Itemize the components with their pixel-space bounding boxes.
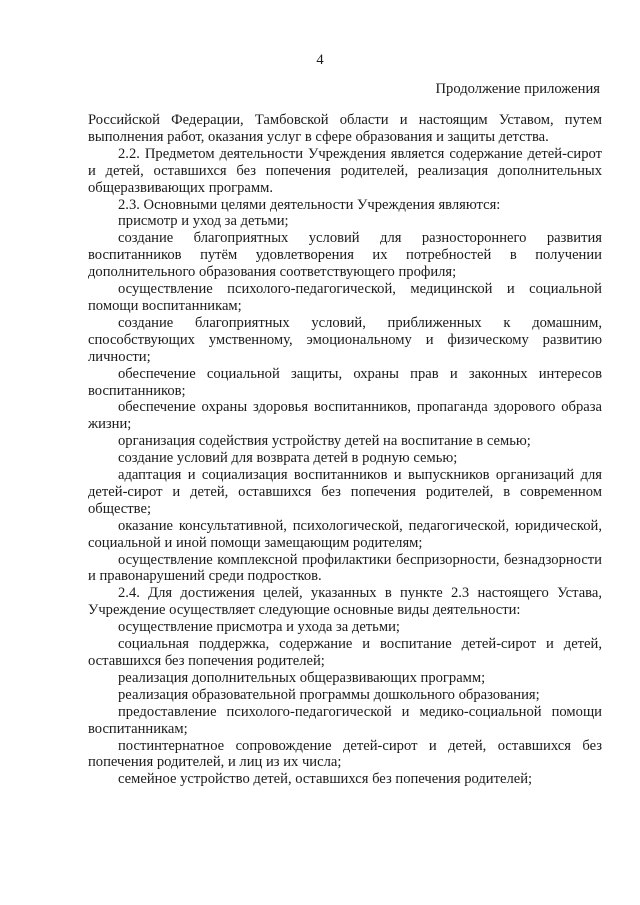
paragraph: предоставление психолого-педагогической и медико-социальной помощи воспитанникам; — [88, 703, 602, 737]
paragraph: реализация образовательной программы дошкольного образования; — [118, 686, 540, 703]
paragraph: осуществление присмотра и ухода за детьми; — [118, 619, 400, 636]
paragraph: 2.3. Основными целями деятельности Учреждения являются: — [118, 196, 501, 213]
paragraph: создание благоприятных условий для разностороннего развития воспитанников путём удовлетворения их потребностей в получении дополнительного образования соответствующего профиля; — [88, 230, 602, 281]
paragraph: обеспечение социальной защиты, охраны прав и законных интересов воспитанников; — [88, 365, 602, 399]
paragraph: адаптация и социализация воспитанников и выпускников организаций для детей-сирот и детей, оставшихся без попечения родителей, в современном обществе; — [88, 467, 602, 517]
document-body — [88, 112, 602, 788]
paragraph: присмотр и уход за детьми; — [118, 213, 289, 230]
paragraph: обеспечение охраны здоровья воспитанников, пропаганда здорового образа жизни; — [88, 399, 602, 433]
paragraph: Российской Федерации, Тамбовской области и настоящим Уставом, путем выполнения работ, оказания услуг в сфере образования и защиты детства. — [88, 112, 602, 145]
page-number: 4 — [316, 52, 324, 68]
paragraph: реализация дополнительных общеразвивающих программ; — [118, 669, 486, 686]
paragraph: создание условий для возврата детей в родную семью; — [118, 450, 458, 467]
paragraph: оказание консультативной, психологической, педагогической, юридической, социальной и иной помощи замещающим родителям; — [88, 517, 602, 551]
paragraph: осуществление психолого-педагогической, медицинской и социальной помощи воспитанникам; — [88, 281, 602, 314]
paragraph: 2.2. Предметом деятельности Учреждения является содержание детей-сирот и детей, оставшихся без попечения родителей, реализация дополнительных общеразвивающих программ. — [88, 145, 602, 196]
paragraph: создание благоприятных условий, приближенных к домашним, способствующих умственному, эмоциональному и физическому развитию личности; — [88, 314, 602, 365]
paragraph: 2.4. Для достижения целей, указанных в пункте 2.3 настоящего Устава, Учреждение осуществляет следующие основные виды деятельности: — [88, 585, 602, 619]
paragraph: осуществление комплексной профилактики беспризорности, безнадзорности и правонарушений среди подростков. — [88, 551, 602, 585]
appendix-continuation-note: Продолжение приложения — [435, 81, 600, 97]
paragraph: семейное устройство детей, оставшихся без попечения родителей; — [118, 771, 533, 788]
paragraph: организация содействия устройству детей на воспитание в семью; — [118, 433, 531, 450]
paragraph: социальная поддержка, содержание и воспитание детей-сирот и детей, оставшихся без попечения родителей; — [88, 636, 602, 669]
paragraph: постинтернатное сопровождение детей-сирот и детей, оставшихся без попечения родителей, и лиц из их числа; — [88, 737, 602, 771]
